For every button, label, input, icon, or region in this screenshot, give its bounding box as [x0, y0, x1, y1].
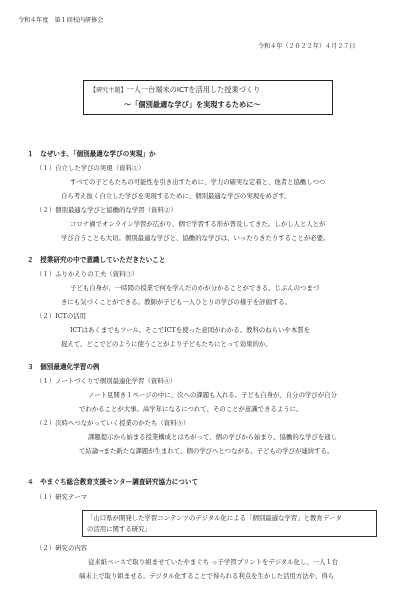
- document-date: 令和４年（２０２２年）４月２７日: [258, 43, 356, 50]
- research-theme-box: [82, 510, 377, 537]
- section-4-item-2-line-2: 端末上で取り組ませる。デジタル化することで得られる利点を生かした活用方法や、得ら: [79, 572, 335, 580]
- research-theme-box-line-1: 「山口県が開発した学習コンテンツのデジタル化による「個別最適な学習」と教育データ: [87, 514, 342, 522]
- section-4-item-2-line-1: 従来紙ベースで取り組ませていたやまぐち っ子学習プリントをデジタル化し、一人１台: [88, 558, 339, 566]
- section-3-heading: ３ 個別最適化学習の例: [27, 363, 100, 371]
- research-subtitle: ～「個別最適な学び」を実現するために～: [124, 100, 261, 109]
- section-2-item-1-line-1: 子ども自身が、一時間の授業で何を学んだのかが分かることができる。じぶんのつまづ: [70, 284, 320, 292]
- section-1-item-2-label: （２）個別最適な学びと協働的な学習（資料②）: [36, 206, 177, 214]
- section-1-item-2-line-1: コロナ禍でオンライン学習が広がり、個で学習する形が普及してきた。しかし人と人とが: [70, 220, 326, 228]
- research-theme-text: 一人一台端末のICTを活用した授業づくり: [126, 85, 261, 94]
- section-1-item-2-line-2: 学び合うことも大切。個別最適な学びと、協働的な学びは、いったりきたりすることが必要。: [61, 234, 330, 242]
- section-2-heading: ２ 授業研究の中で意識していただきたいこと: [27, 256, 166, 264]
- section-2-item-1-label: （１）ふりかえりの工夫（資料③）: [36, 270, 139, 278]
- section-1-item-1-line-1: すべての子どもたちの可能性を引き出すために、学力の確実な定着と、他者と協働しつつ: [70, 178, 326, 186]
- section-3-item-1-line-2: でわかることが大事。高学年になるにつれて、そのことが意識できるように。: [79, 405, 303, 413]
- section-3-item-2-label: （２）次時へつながっていく授業のかたち（資料⑤）: [36, 419, 190, 427]
- section-4-heading: ４ やまぐち総合教育支援センター調査研究協力について: [27, 478, 199, 486]
- section-2-item-2-line-1: ICTはあくまでもツール。そこでICTを使った意図がわかる。教科のねらいや本質を: [70, 326, 310, 334]
- section-1-heading: １ なぜいま、「個別最適な学びの実現」か: [27, 150, 156, 158]
- research-theme-box-line-2: の活用に関する研究」: [87, 525, 151, 533]
- section-4-item-2-label: （２）研究の内容: [36, 544, 88, 552]
- section-4-item-1-label: （１）研究テーマ: [36, 493, 88, 501]
- section-3-item-2-line-1: 課題提示から始まる授業構成とはちがって、個の学びから始まり、協働的な学びを通し: [88, 433, 338, 441]
- title-box: [83, 80, 333, 115]
- section-1-item-1-label: （１）自立した学びの実現（資料①）: [36, 164, 145, 172]
- section-3-item-1-line-1: ノート見開き１ページの中に、次への課題も入れる。子ども自身が、自分の学びが自分: [88, 391, 337, 399]
- research-theme: [90, 85, 260, 96]
- section-2-item-1-line-2: きにも気づくことができる。教師が子ども一人ひとりの学びの様子を評価する。: [61, 298, 292, 306]
- section-3-item-2-line-2: て結論→また新たな課題が生まれて、個の学びへとつながる。子どもの学びが連続する。: [79, 447, 334, 455]
- section-2-item-2-line-2: 捉えて、どこでどのように使うことがより子どもたちにとって効果的か。: [61, 340, 272, 348]
- research-theme-tag: 【研究主題】: [90, 87, 127, 94]
- section-1-item-1-line-2: 自ら考え抜く自立した学びを実現するために、個別最適な学びの実現をめざす。: [61, 192, 291, 200]
- section-3-item-1-label: （１）ノートづくりで個別最適化学習（資料④）: [36, 377, 177, 385]
- section-2-item-2-label: （２）ICTの活用: [36, 312, 87, 320]
- meeting-label: 令和４年度 第１回校内研修会: [18, 17, 104, 24]
